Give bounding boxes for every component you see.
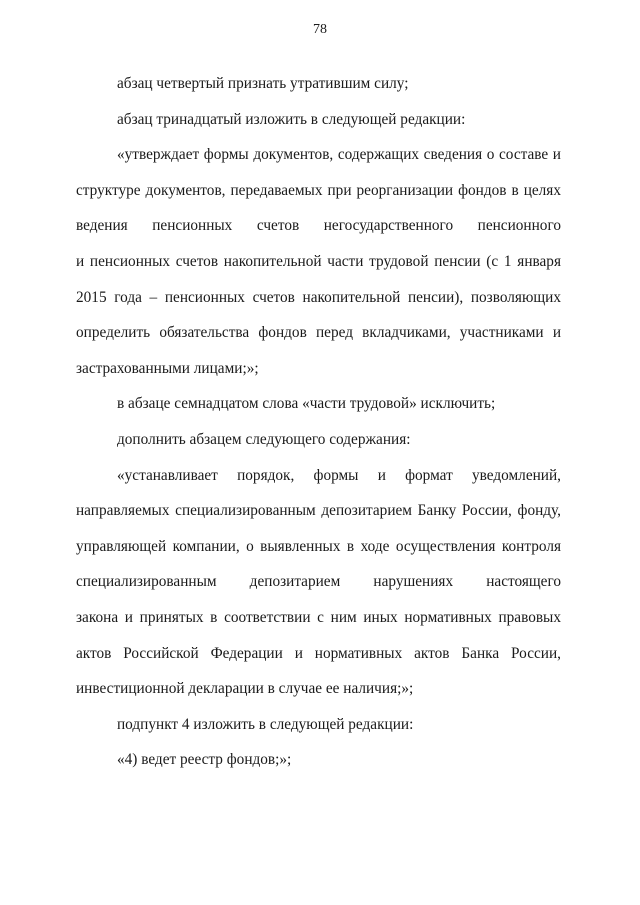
text-line: определить обязательства фондов перед вкладчиками, участниками и: [76, 324, 561, 342]
text-line: «устанавливает порядок, формы и формат уведомлений,: [117, 466, 561, 484]
text-line: актов Российской Федерации и нормативных актов Банка России,: [76, 644, 561, 662]
text-line: «утверждает формы документов, содержащих сведения о составе и: [117, 146, 561, 164]
page-number: 78: [313, 22, 327, 37]
text-line: в абзаце семнадцатом слова «части трудовой» исключить;: [117, 395, 496, 413]
text-line: структуре документов, передаваемых при реорганизации фондов в целях: [76, 181, 561, 199]
text-line: специализированным депозитарием нарушениях настоящего: [76, 573, 561, 591]
text-line: и пенсионных счетов накопительной части трудовой пенсии (с 1 января: [76, 252, 561, 270]
text-line: ведения пенсионных счетов негосударственного пенсионного: [76, 217, 561, 235]
text-line: застрахованными лицами;»;: [76, 359, 259, 377]
text-line: абзац тринадцатый изложить в следующей редакции:: [117, 110, 466, 128]
text-line: направляемых специализированным депозитарием Банку России, фонду,: [76, 502, 561, 520]
text-line: «4) ведет реестр фондов;»;: [117, 751, 292, 769]
text-line: абзац четвертый признать утратившим силу;: [117, 75, 409, 92]
text-line: дополнить абзацем следующего содержания:: [117, 430, 411, 448]
text-line: подпункт 4 изложить в следующей редакции:: [117, 715, 414, 733]
text-line: закона и принятых в соответствии с ним иных нормативных правовых: [76, 608, 561, 626]
text-line: управляющей компании, о выявленных в ходе осуществления контроля: [76, 537, 561, 555]
document-body: [76, 66, 561, 778]
text-line: инвестиционной декларации в случае ее наличия;»;: [76, 680, 414, 698]
text-line: 2015 года – пенсионных счетов накопительной пенсии), позволяющих: [76, 288, 561, 306]
